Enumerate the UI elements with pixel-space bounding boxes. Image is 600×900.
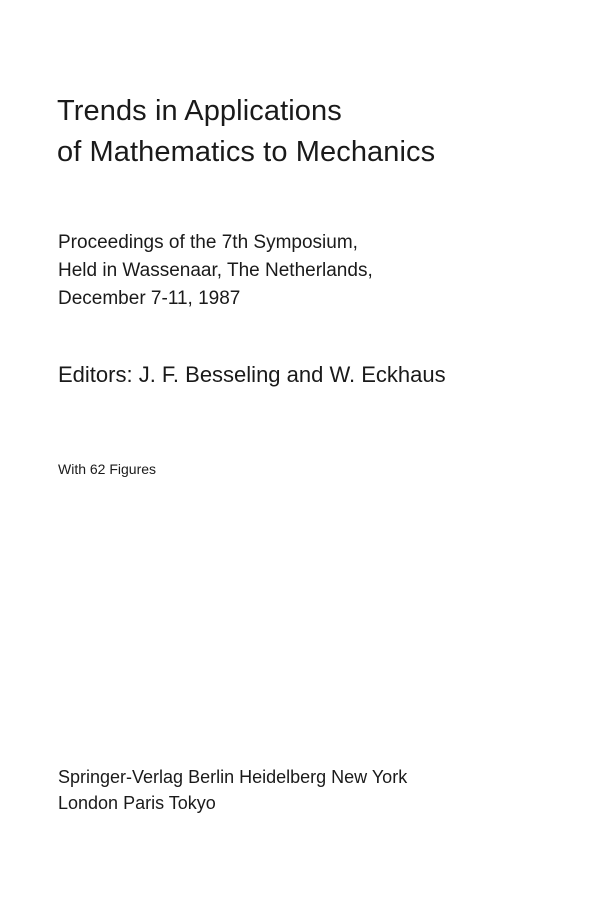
publisher-line-2: London Paris Tokyo: [58, 793, 216, 813]
publisher-imprint: [58, 764, 578, 816]
book-title: [57, 91, 577, 173]
title-line-2: of Mathematics to Mechanics: [57, 136, 436, 168]
proceedings-line-1: Proceedings of the 7th Symposium,: [58, 232, 358, 253]
editors-line: Editors: J. F. Besseling and W. Eckhaus: [58, 362, 446, 387]
title-line-1: Trends in Applications: [57, 95, 342, 127]
figures-note: With 62 Figures: [58, 461, 157, 477]
publisher-line-1: Springer-Verlag Berlin Heidelberg New York: [58, 767, 408, 787]
proceedings-line-2: Held in Wassenaar, The Netherlands,: [58, 260, 373, 281]
proceedings-subtitle: [58, 229, 578, 313]
proceedings-line-3: December 7-11, 1987: [58, 288, 241, 309]
